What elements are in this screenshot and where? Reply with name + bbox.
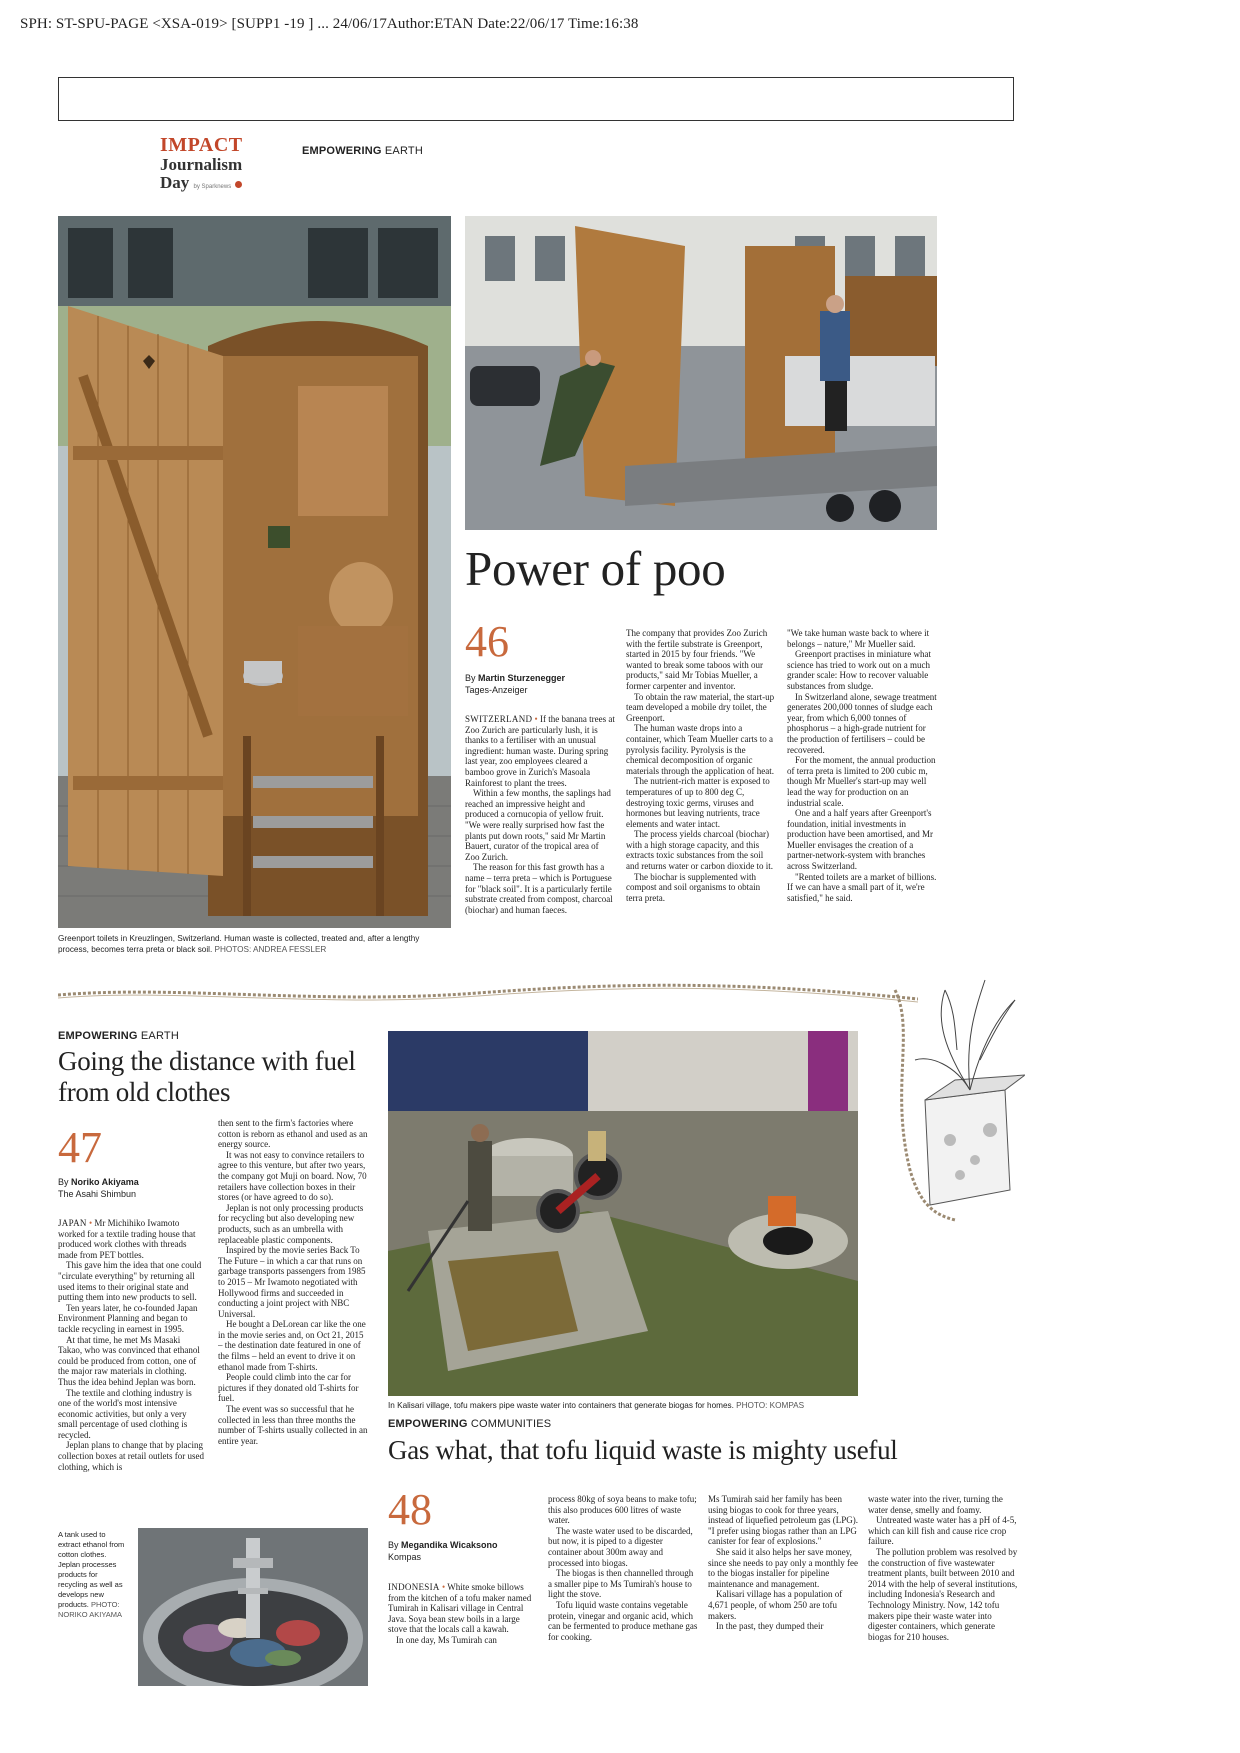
byline-prefix: By xyxy=(58,1177,72,1187)
story-46-outlet: Tages-Anzeiger xyxy=(465,685,528,695)
story-48-outlet: Kompas xyxy=(388,1552,422,1562)
toilet-photo-caption xyxy=(58,933,451,955)
story-48-number: 48 xyxy=(388,1485,432,1534)
story-48-col3-para-2: She said it also helps her save money, since she needs to pay only a monthly fee to the biogas installer for pipeline maintenance and management. xyxy=(708,1546,858,1589)
story-47-col1-para-6: Jeplan plans to change that by placing collection boxes at retail outlets for used clothing, which is xyxy=(58,1440,204,1472)
story-47-col2-para-5: He bought a DeLorean car like the one in the movie series and, on Oct 21, 2015 – the destination date featured in one of the films – held an event to drive it on ethanol made from T-shirts. xyxy=(218,1319,366,1372)
kalisari-village-photo xyxy=(388,1031,858,1396)
story-46-headline: Power of poo xyxy=(465,541,726,596)
story-47-col1-para-1 xyxy=(58,1218,206,1260)
story-47-col1-para-2: This gave him the idea that one could "circulate everything" by returning all used items to their original state and putting them into new products to sell. xyxy=(58,1260,202,1303)
top-kicker-bold: EMPOWERING xyxy=(302,145,382,157)
story-48-col4-para-1: waste water into the river, turning the water dense, smelly and foamy. xyxy=(868,1494,1003,1515)
story-48-col2-para-2: The waste water used to be discarded, but now, it is piped to a digester container about 300m away and processed into biogas. xyxy=(548,1525,693,1568)
story-48-dateline: INDONESIA xyxy=(388,1582,440,1592)
story-47-kicker xyxy=(58,1030,179,1042)
caption-text: Greenport toilets in Kreuzlingen, Switzerland. Human waste is collected, treated and, after a lengthy process, becomes terra preta or black soil. xyxy=(58,934,420,954)
slug-line: SPH: ST-SPU-PAGE <XSA-019> [SUPP1 -19 ] ... 24/06/17Author:ETAN Date:22/06/17 Time:16:38 xyxy=(20,16,639,32)
story-47-headline: Going the distance with fuel from old clothes xyxy=(58,1046,356,1107)
story-48-headline: Gas what, that tofu liquid waste is mighty useful xyxy=(388,1435,898,1465)
story-46-col2-para-6: The biochar is supplemented with compost and soil organisms to obtain terra preta. xyxy=(626,871,761,903)
story-47-col2-para-2: It was not easy to convince retailers to agree to this venture, but after two years, the company got Muji on board. Now, 70 retailers have collection boxes in their stores (or have agreed to do so). xyxy=(218,1149,367,1203)
paragraph-text: White smoke billows from the kitchen of a tofu maker named Tumirah in Kalisari village in Central Java. Soya bean stew boils in a large stove that the locals call a kawah. xyxy=(388,1582,532,1635)
caption-credit: PHOTOS: ANDREA FESSLER xyxy=(212,945,327,954)
story-46-dateline: SWITZERLAND xyxy=(465,714,533,724)
logo-line-2: Journalism xyxy=(160,155,243,174)
paragraph-text: If the banana trees at Zoo Zurich are particularly lush, it is thanks to a fertiliser with an unusual ingredient: human waste. During spring last year, zoo employees cleared a bamboo grove in Zurich's Masoala Rainforest to plant the trees. xyxy=(465,714,615,788)
byline-prefix: By xyxy=(388,1540,402,1550)
tank-photo xyxy=(138,1528,368,1686)
story-47-author-line xyxy=(58,1176,208,1188)
ad-placeholder-box xyxy=(58,77,1014,121)
logo-line-3 xyxy=(160,174,272,191)
story-47-col2-para-6: People could climb into the car for pictures if they donated old T-shirts for fuel. xyxy=(218,1372,359,1404)
story-48-author-line xyxy=(388,1539,538,1551)
story-46-col1-para-3: The reason for this fast growth has a name – terra preta – which is Portuguese for "black soil". It is a particularly fertile substrate created from compost, charcoal (biochar) and human faeces. xyxy=(465,862,613,915)
story-48-col1-para-1 xyxy=(388,1582,538,1635)
caption-text: In Kalisari village, tofu makers pipe waste water into containers that generate biogas for homes. xyxy=(388,1401,734,1410)
story-46-col3-para-6: "Rented toilets are a market of billions. If we can have a small part of it, we're satisfied," he said. xyxy=(787,871,937,903)
story-47-kicker-bold: EMPOWERING xyxy=(58,1030,138,1042)
story-47-number: 47 xyxy=(58,1123,102,1172)
story-48-col2-para-3: The biogas is then channelled through a smaller pipe to Ms Tumirah's house to light the stove. xyxy=(548,1568,694,1600)
story-46-col3-para-4: For the moment, the annual production of terra preta is limited to 200 cubic m, though Mr Mueller's start-up may well lead the way for production on an industrial scale. xyxy=(787,755,936,808)
story-47-col2-para-4: Inspired by the movie series Back To The Future – in which a car that runs on garbage transports passengers from 1985 to 2015 – Mr Iwamoto negotiated with Hollywood firms and succeeded in conducting a joint project with NBC Universal. xyxy=(218,1245,366,1319)
paragraph-text: Mr Michihiko Iwamoto worked for a textile trading house that produced work clothes with threads made from PET bottles. xyxy=(58,1218,196,1260)
tank-photo-caption xyxy=(58,1530,126,1620)
story-46-col1-para-1 xyxy=(465,714,615,788)
story-48-col1-para-2: In one day, Ms Tumirah can xyxy=(396,1634,497,1645)
story-48-col3-para-3: Kalisari village has a population of 4,671 people, of whom 250 are tofu makers. xyxy=(708,1589,843,1621)
kalisari-photo-caption xyxy=(388,1400,858,1411)
story-46-number: 46 xyxy=(465,617,509,666)
logo-day: Day xyxy=(160,173,190,192)
decorative-rope-divider xyxy=(58,983,918,1013)
story-47-col2-para-3: Jeplan is not only processing products for recycling but also developing new products, such as an umbrella with replaceable plastic components. xyxy=(218,1202,364,1245)
story-47-kicker-rest: EARTH xyxy=(137,1030,179,1042)
logo-line-1: IMPACT xyxy=(160,134,243,156)
story-47-dateline: JAPAN xyxy=(58,1218,87,1228)
story-47-col1-para-4: At that time, he met Ms Masaki Takao, who was convinced that ethanol could be produced from cotton, one of the major raw materials in clothing. Thus the idea behind Jeplan was born. xyxy=(58,1334,200,1387)
impact-journalism-day-logo xyxy=(160,135,272,201)
story-48-kicker-bold: EMPOWERING xyxy=(388,1418,468,1430)
story-47-column-1 xyxy=(58,1218,206,1508)
story-48-col4-para-2: Untreated waste water has a pH of 4-5, which can kill fish and cause rice crop failure. xyxy=(868,1515,1017,1547)
story-46-column-2 xyxy=(626,628,776,954)
story-48-col3-para-1: Ms Tumirah said her family has been using biogas to cook for three years, instead of liquefied petroleum gas (LPG). "I prefer using biogas rather than an LPG canister for fear of explosions." xyxy=(708,1494,858,1547)
story-48-column-4 xyxy=(868,1494,1020,1664)
plant-illustration-icon xyxy=(885,970,1025,1240)
caption-credit: PHOTO: NORIKO AKIYAMA xyxy=(58,1600,123,1619)
story-47-author: Noriko Akiyama xyxy=(71,1177,139,1187)
logo-dot-icon xyxy=(235,181,242,188)
story-48-kicker-rest: COMMUNITIES xyxy=(467,1418,552,1430)
story-48-author: Megandika Wicaksono xyxy=(401,1540,498,1550)
story-46-col2-para-2: To obtain the raw material, the start-up team developed a mobile dry toilet, the Greenport. xyxy=(626,691,775,723)
top-kicker-rest: EARTH xyxy=(381,145,423,157)
story-48-column-2 xyxy=(548,1494,698,1664)
story-46-col3-para-1: "We take human waste back to where it belongs – nature," Mr Mueller said. xyxy=(787,628,930,649)
story-47-col1-para-3: Ten years later, he co-founded Japan Environment Planning and began to tackle recycling in earnest in 1995. xyxy=(58,1302,198,1334)
story-47-col1-para-5: The textile and clothing industry is one of the world's most intensive economic activities, but only a very small percentage of used clothing is recycled. xyxy=(58,1387,192,1440)
story-46-col2-para-5: The process yields charcoal (biochar) with a high storage capacity, and this extracts toxic substances from the soil and returns water or carbon dioxide to it. xyxy=(626,829,773,872)
story-46-col2-para-4: The nutrient-rich matter is exposed to temperatures of up to 800 deg C, destroying toxic germs, viruses and hormones but leaving nutrients, trace elements and water intact. xyxy=(626,776,770,829)
caption-text: A tank used to extract ethanol from cotton clothes. Jeplan processes products for recycling as well as develops new products. xyxy=(58,1530,125,1609)
story-48-col3-para-4: In the past, they dumped their xyxy=(716,1621,824,1632)
story-46-col3-para-3: In Switzerland alone, sewage treatment generates 200,000 tonnes of sludge each year, from which 6,000 tonnes of phosphorus – a high-grade nutrient for the production of fertilisers – could be recovered. xyxy=(787,691,937,755)
story-47-col2-para-1: then sent to the firm's factories where cotton is reborn as ethanol and used as an energy source. xyxy=(218,1118,368,1150)
dateline-bullet-icon: • xyxy=(441,1582,446,1592)
dateline-bullet-icon: • xyxy=(88,1218,93,1228)
story-46-col2-para-1: The company that provides Zoo Zurich with the fertile substrate is Greenport, started in 2015 by four friends. "We wanted to break some taboos with our products," said Mr Tobias Mueller, a former carpenter and inventor. xyxy=(626,628,768,691)
story-46-col2-para-3: The human waste drops into a container, which Team Mueller carts to a pyrolysis facility. Pyrolysis is the chemical decomposition of organic materials through the application of heat. xyxy=(626,723,774,776)
story-46-col1-para-2: Within a few months, the saplings had reached an impressive height and produced a cornucopia of yellow fruit. "We were really surprised how fast the plants put down roots," said Mr Martin Bauert, curator of the tropical area of Zoo Zurich. xyxy=(465,788,611,862)
story-46-col3-para-5: One and a half years after Greenport's foundation, initial investments in production have been amortised, and Mr Mueller envisages the creation of a partner-network-system with branches across Switzerland. xyxy=(787,808,933,872)
story-47-col2-para-7: The event was so successful that he collected in less than three months the number of T-shirts usually collected in an entire year. xyxy=(218,1404,368,1446)
toilet-photo xyxy=(58,216,451,928)
dateline-bullet-icon: • xyxy=(534,714,538,724)
logo-by: by Sparknews xyxy=(193,184,232,190)
story-46-author: Martin Sturzenegger xyxy=(478,673,566,683)
story-46-byline xyxy=(465,672,615,696)
story-47-outlet: The Asahi Shimbun xyxy=(58,1189,137,1199)
story-48-column-1 xyxy=(388,1582,538,1662)
story-46-column-3 xyxy=(787,628,937,954)
story-48-byline xyxy=(388,1539,538,1563)
story-48-col4-para-3: The pollution problem was resolved by the construction of five wastewater treatment plants, built between 2010 and 2014 with the help of several institutions, including Indonesia's Research and Technology Ministry. Now, 142 tofu makers pipe their waste water into digester containers, which generate biogas for 210 houses. xyxy=(868,1546,1018,1642)
story-46-col3-para-2: Greenport practises in miniature what science has tried to work out on a much grander scale: How to recover valuable substances from sludge. xyxy=(787,649,931,691)
story-47-byline xyxy=(58,1176,208,1200)
story-48-kicker xyxy=(388,1418,551,1430)
byline-prefix: By xyxy=(465,673,479,683)
story-46-column-1 xyxy=(465,714,615,954)
truck-photo xyxy=(465,216,937,530)
story-48-col2-para-4: Tofu liquid waste contains vegetable protein, vinegar and organic acid, which can be fermented to produce methane gas for cooking. xyxy=(548,1599,698,1642)
story-47-column-2 xyxy=(218,1118,368,1518)
story-46-author-line xyxy=(465,672,615,684)
story-48-col2-para-1: process 80kg of soya beans to make tofu; this also produces 600 litres of waste water. xyxy=(548,1494,697,1526)
story-48-column-3 xyxy=(708,1494,858,1664)
caption-credit: PHOTO: KOMPAS xyxy=(733,1401,805,1410)
top-section-kicker xyxy=(302,145,423,157)
